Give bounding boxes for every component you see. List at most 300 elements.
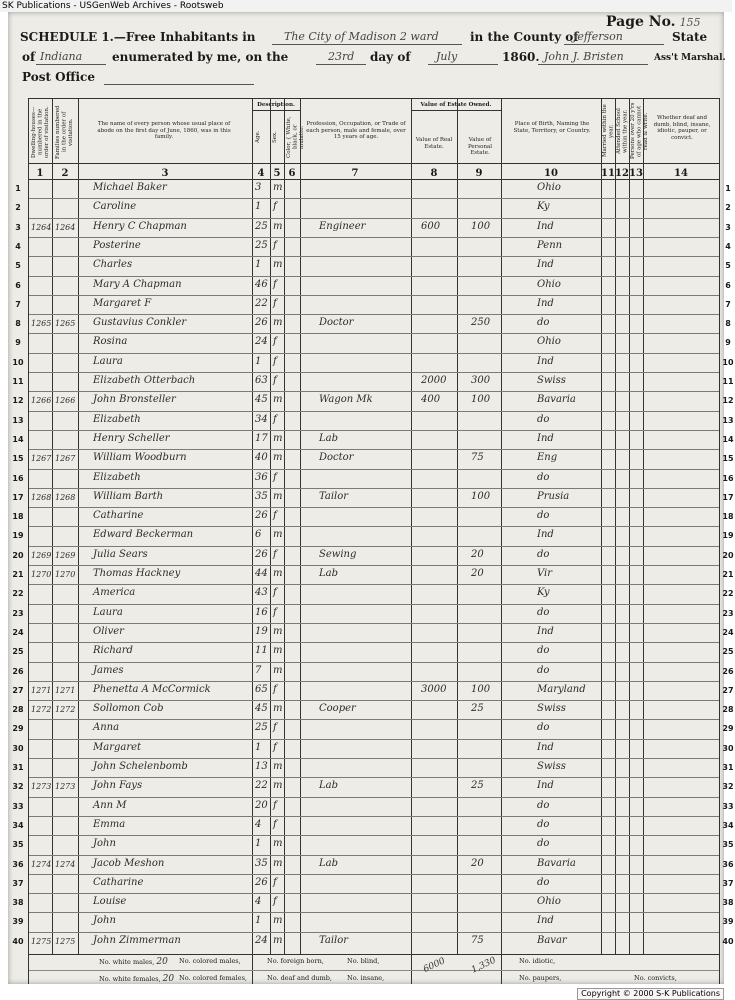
dwelling-number: 1274	[31, 859, 52, 869]
line-number: 7	[725, 299, 731, 309]
person-age: 44	[255, 568, 268, 579]
person-age: 24	[255, 336, 268, 348]
dwelling-number: 1275	[31, 936, 52, 946]
person-name: Henry C Chapman	[93, 220, 187, 232]
person-age: 35	[255, 490, 268, 502]
person-name: Elizabeth	[93, 413, 141, 425]
line-number: 24	[12, 627, 24, 637]
person-age: 17	[255, 432, 268, 444]
personal-estate-total: 1,330	[470, 955, 498, 976]
person-occupation: Tailor	[319, 934, 349, 946]
person-age: 26	[255, 548, 268, 560]
line-number: 31	[12, 763, 24, 772]
county-name: Jefferson	[573, 30, 623, 43]
census-table	[12, 98, 734, 955]
family-number: 1266	[55, 396, 76, 406]
birthplace: Ohio	[537, 896, 561, 908]
birthplace: Ky	[537, 201, 550, 213]
birthplace: do	[537, 799, 550, 811]
census-row	[29, 719, 719, 738]
column-number: 4	[257, 168, 265, 179]
person-sex: f	[273, 799, 277, 811]
person-occupation: Tailor	[319, 490, 349, 502]
line-number: 6	[15, 280, 21, 290]
marshal-name: John J. Bristen	[544, 50, 624, 63]
person-age: 20	[255, 799, 268, 811]
person-age: 22	[255, 297, 268, 309]
birthplace: do	[537, 548, 550, 560]
census-row	[29, 604, 719, 623]
line-number: 39	[722, 917, 734, 927]
personal-estate-value: 100	[471, 683, 491, 695]
family-number: 1270	[55, 570, 76, 579]
person-name: Rosina	[93, 336, 128, 348]
census-row	[29, 430, 719, 449]
person-sex: f	[273, 683, 277, 695]
person-age: 45	[255, 703, 268, 715]
line-number: 32	[722, 782, 734, 792]
person-age: 35	[255, 857, 268, 869]
line-number: 5	[725, 261, 731, 271]
birthplace: Maryland	[537, 683, 586, 695]
census-row	[29, 642, 719, 661]
birthplace: Ind	[537, 780, 554, 792]
census-row	[29, 681, 719, 700]
family-number: 1274	[55, 859, 76, 869]
person-sex: f	[273, 375, 277, 386]
line-number: 21	[722, 570, 734, 579]
line-number: 33	[12, 801, 24, 811]
column-number: 8	[430, 168, 438, 179]
census-row	[29, 700, 719, 719]
real-estate-value: 600	[421, 220, 441, 232]
person-age: 46	[255, 278, 268, 290]
line-number: 25	[12, 647, 24, 657]
census-row	[29, 816, 719, 835]
person-name: Margaret F	[93, 297, 152, 309]
line-number: 16	[722, 473, 734, 483]
person-age: 36	[255, 471, 268, 483]
line-number: 11	[12, 377, 24, 386]
person-sex: m	[273, 452, 283, 464]
line-number: 19	[12, 531, 24, 541]
colored-females: No. colored females,	[179, 974, 247, 982]
line-number: 38	[722, 898, 734, 908]
census-row	[29, 874, 719, 893]
line-number: 23	[12, 608, 24, 618]
person-age: 45	[255, 394, 268, 406]
person-name: John	[93, 915, 116, 927]
line-number: 3	[725, 222, 731, 232]
line-number: 21	[12, 570, 24, 579]
person-name: Catharine	[93, 876, 144, 888]
person-name: Ann M	[93, 799, 127, 811]
family-number: 1271	[55, 685, 76, 695]
deaf-dumb-count: No. deaf and dumb,	[267, 974, 332, 982]
person-sex: f	[273, 722, 277, 734]
person-sex: m	[273, 780, 283, 792]
line-number: 35	[722, 840, 734, 850]
personal-estate-value: 20	[471, 548, 484, 560]
line-number: 6	[725, 280, 731, 290]
census-row	[29, 855, 719, 874]
birthplace: Bavaria	[537, 857, 576, 869]
line-number: 18	[12, 512, 24, 522]
person-name: Henry Scheller	[93, 432, 170, 444]
birthplace: Ind	[537, 432, 554, 444]
person-sex: f	[273, 278, 277, 290]
person-sex: m	[273, 259, 283, 271]
person-age: 6	[255, 529, 262, 541]
dwelling-number: 1270	[31, 570, 52, 579]
person-age: 3	[255, 182, 262, 193]
col-married-heading: Married within the year.	[602, 104, 615, 158]
white-females: No. white females, 20	[99, 974, 175, 984]
line-number: 38	[12, 898, 24, 908]
personal-estate-value: 250	[471, 317, 491, 329]
person-occupation: Lab	[319, 780, 339, 792]
dwelling-number: 1268	[31, 492, 52, 502]
person-occupation: Lab	[319, 857, 339, 869]
line-number: 13	[722, 415, 734, 425]
birthplace: Ind	[537, 915, 554, 927]
column-number: 13	[629, 168, 643, 179]
family-number: 1268	[55, 492, 76, 502]
person-sex: f	[273, 239, 277, 251]
page-number-label: Page No.	[606, 14, 676, 30]
line-number: 1	[15, 184, 21, 193]
census-row	[29, 256, 719, 275]
person-sex: m	[273, 317, 283, 329]
col-occupation-heading: Profession, Occupation, or Trade of each person, male and female, over 15 years of age.	[306, 121, 406, 140]
person-occupation: Lab	[319, 568, 339, 579]
person-name: Posterine	[93, 239, 141, 251]
person-name: Michael Baker	[93, 182, 167, 193]
person-occupation: Doctor	[319, 317, 354, 329]
person-occupation: Cooper	[319, 703, 356, 715]
person-name: Gustavius Conkler	[93, 317, 187, 329]
person-sex: f	[273, 587, 277, 599]
birthplace: Eng	[537, 452, 558, 464]
person-sex: m	[273, 934, 283, 946]
person-sex: f	[273, 413, 277, 425]
birthplace: Ohio	[537, 278, 561, 290]
line-number: 40	[12, 936, 24, 946]
line-number: 26	[722, 666, 734, 676]
census-page-scan	[8, 12, 734, 984]
line-number: 39	[12, 917, 24, 927]
person-name: Louise	[93, 896, 127, 908]
person-age: 13	[255, 761, 268, 772]
person-sex: f	[273, 510, 277, 522]
person-name: Elizabeth	[93, 471, 141, 483]
census-row	[29, 546, 719, 565]
col-personal-estate-heading: Value of Personal Estate.	[467, 137, 493, 156]
census-row	[29, 391, 719, 410]
person-age: 4	[255, 818, 262, 830]
line-number: 10	[12, 357, 24, 367]
census-row	[29, 411, 719, 430]
person-sex: m	[273, 490, 283, 502]
enumeration-year: 1860.	[502, 50, 540, 64]
personal-estate-value: 75	[471, 934, 484, 946]
birthplace: Swiss	[537, 703, 566, 715]
schedule-title: SCHEDULE 1.—Free Inhabitants in	[20, 30, 256, 44]
line-number: 37	[722, 878, 734, 888]
enumerated-label: enumerated by me, on the	[112, 50, 289, 64]
person-sex: f	[273, 201, 277, 213]
blind-count: No. blind,	[347, 957, 380, 965]
line-number: 10	[722, 357, 734, 367]
person-sex: f	[273, 896, 277, 908]
person-occupation: Engineer	[319, 220, 366, 232]
column-number: 1	[36, 168, 44, 179]
line-number: 25	[722, 647, 734, 657]
dwelling-number: 1264	[31, 222, 52, 232]
dwelling-number: 1273	[31, 782, 52, 792]
person-age: 1	[255, 201, 262, 213]
birthplace: Bavar	[537, 934, 567, 946]
real-estate-value: 2000	[421, 375, 447, 386]
census-row	[29, 662, 719, 681]
family-number: 1269	[55, 550, 76, 560]
census-row	[29, 237, 719, 256]
line-number: 32	[12, 782, 24, 792]
birthplace: do	[537, 317, 550, 329]
person-sex: m	[273, 432, 283, 444]
person-age: 16	[255, 606, 268, 618]
line-number: 36	[12, 859, 24, 869]
line-number: 34	[12, 820, 24, 830]
real-estate-value: 3000	[421, 683, 447, 695]
person-age: 26	[255, 876, 268, 888]
personal-estate-value: 100	[471, 220, 491, 232]
line-number: 12	[12, 396, 24, 406]
person-name: Jacob Meshon	[93, 857, 165, 869]
census-row	[29, 179, 719, 198]
line-number: 27	[722, 685, 734, 695]
census-row	[29, 353, 719, 372]
line-number: 19	[722, 531, 734, 541]
family-number: 1264	[55, 222, 76, 232]
birthplace: do	[537, 722, 550, 734]
person-name: Mary A Chapman	[93, 278, 182, 290]
insane-count: No. insane,	[347, 974, 385, 982]
personal-estate-value: 100	[471, 490, 491, 502]
person-name: Laura	[93, 606, 123, 618]
day-of-label: day of	[370, 50, 411, 64]
person-occupation: Wagon Mk	[319, 394, 373, 406]
line-number: 4	[725, 241, 731, 251]
foreign-born: No. foreign born,	[267, 957, 324, 965]
person-sex: f	[273, 818, 277, 830]
person-age: 1	[255, 915, 262, 927]
description-heading: Description.	[257, 102, 295, 108]
census-row	[29, 835, 719, 854]
line-number: 30	[722, 743, 734, 753]
birthplace: do	[537, 876, 550, 888]
person-name: Emma	[93, 818, 126, 830]
column-number: 12	[615, 168, 629, 179]
census-row	[29, 797, 719, 816]
family-number: 1273	[55, 782, 76, 792]
person-name: Phenetta A McCormick	[93, 683, 211, 695]
line-number: 8	[725, 319, 731, 329]
person-sex: f	[273, 471, 277, 483]
line-number: 16	[12, 473, 24, 483]
census-row	[29, 912, 719, 931]
person-sex: m	[273, 529, 283, 541]
county-label: in the County of	[470, 30, 579, 44]
real-estate-value: 400	[421, 394, 441, 406]
dwelling-number: 1266	[31, 396, 52, 406]
family-number: 1267	[55, 454, 76, 464]
col-real-estate-heading: Value of Real Estate.	[415, 137, 453, 150]
line-number: 17	[12, 492, 24, 502]
person-age: 40	[255, 452, 268, 464]
person-sex: m	[273, 915, 283, 927]
person-sex: f	[273, 876, 277, 888]
estate-heading: Value of Estate Owned.	[420, 102, 492, 108]
personal-estate-value: 25	[471, 780, 484, 792]
birthplace: do	[537, 413, 550, 425]
line-number: 13	[12, 415, 24, 425]
birthplace: Ind	[537, 625, 554, 637]
birthplace: Ind	[537, 259, 554, 271]
col-condition-heading: Whether deaf and dumb, blind, insane, idiotic, pauper, or convict.	[653, 115, 711, 141]
birthplace: Ohio	[537, 182, 561, 193]
column-number: 6	[288, 168, 296, 179]
copyright-notice: Copyright © 2000 S-K Publications	[577, 988, 724, 1000]
census-row	[29, 758, 719, 777]
personal-estate-value: 75	[471, 452, 484, 464]
marshal-label: Ass't Marshal.	[654, 53, 726, 63]
dwelling-number: 1265	[31, 319, 52, 329]
personal-estate-value: 100	[471, 394, 491, 406]
person-age: 43	[255, 587, 268, 599]
line-number: 12	[722, 396, 734, 406]
census-row	[29, 333, 719, 352]
dwelling-number: 1267	[31, 454, 52, 464]
person-sex: f	[273, 741, 277, 753]
line-number: 17	[722, 492, 734, 502]
line-number: 15	[722, 454, 734, 464]
person-name: Julia Sears	[93, 548, 148, 560]
page-number	[606, 14, 701, 30]
col-sex-heading: Sex.	[272, 131, 278, 143]
birthplace: do	[537, 838, 550, 850]
person-age: 1	[255, 741, 262, 753]
census-row	[29, 372, 719, 391]
person-sex: m	[273, 703, 283, 715]
census-row	[29, 932, 719, 951]
person-name: John Fays	[93, 780, 143, 792]
person-age: 25	[255, 239, 268, 251]
of-label: of	[22, 50, 36, 64]
person-name: Sollomon Cob	[93, 703, 164, 715]
line-number: 2	[725, 203, 731, 213]
person-age: 1	[255, 355, 262, 367]
line-number: 27	[12, 685, 24, 695]
line-number: 22	[12, 589, 24, 599]
birthplace: Ind	[537, 355, 554, 367]
person-age: 4	[255, 896, 262, 908]
col-family-heading: Families numbered in the order of visitation.	[55, 105, 74, 159]
col-name-heading: The name of every person whose usual place of abode on the first day of June, 1860, was in this family.	[97, 121, 231, 140]
person-sex: f	[273, 297, 277, 309]
line-number: 26	[12, 666, 24, 676]
person-age: 25	[255, 220, 268, 232]
person-sex: f	[273, 606, 277, 618]
paupers-count: No. paupers,	[519, 974, 562, 982]
census-row	[29, 893, 719, 912]
colored-males: No. colored males,	[179, 957, 241, 965]
person-sex: m	[273, 761, 283, 772]
person-sex: f	[273, 548, 277, 560]
column-number: 5	[273, 168, 281, 179]
line-number: 20	[722, 550, 734, 560]
person-age: 22	[255, 780, 268, 792]
col-illiterate-heading: Persons over 20 y'rs of age who cannot read & write.	[630, 102, 649, 160]
person-name: America	[93, 587, 136, 599]
birthplace: Ind	[537, 297, 554, 309]
line-number: 30	[12, 743, 24, 753]
line-number: 33	[722, 801, 734, 811]
person-name: Laura	[93, 355, 123, 367]
person-sex: m	[273, 182, 283, 193]
line-number: 36	[722, 859, 734, 869]
person-sex: f	[273, 336, 277, 348]
window-title-bar: SK Publications - USGenWeb Archives - Rootsweb	[0, 0, 732, 12]
person-occupation: Doctor	[319, 452, 354, 464]
person-sex: m	[273, 857, 283, 869]
birthplace: Swiss	[537, 375, 566, 386]
state-label: State	[672, 30, 708, 44]
person-sex: m	[273, 664, 283, 676]
line-number: 15	[12, 454, 24, 464]
personal-estate-value: 25	[471, 703, 484, 715]
convicts-count: No. convicts,	[634, 974, 677, 982]
line-number: 14	[12, 434, 24, 444]
line-number: 22	[722, 589, 734, 599]
line-number: 14	[722, 434, 734, 444]
person-name: James	[93, 664, 124, 676]
dwelling-number: 1269	[31, 550, 52, 560]
line-number: 37	[12, 878, 24, 888]
line-number: 28	[12, 705, 24, 715]
birthplace: Ky	[537, 587, 550, 599]
person-age: 11	[255, 645, 268, 657]
real-estate-total: 6000	[421, 956, 447, 975]
family-number: 1272	[55, 705, 76, 715]
person-name: Charles	[93, 259, 133, 271]
enumeration-month: July	[436, 50, 458, 63]
column-number: 9	[475, 168, 483, 179]
birthplace: do	[537, 510, 550, 522]
birthplace: Ohio	[537, 336, 561, 348]
census-row	[29, 198, 719, 217]
line-number: 3	[15, 222, 21, 232]
birthplace: do	[537, 664, 550, 676]
person-name: John Schelenbomb	[93, 761, 188, 772]
column-number: 11	[601, 168, 615, 179]
person-name: Catharine	[93, 510, 144, 522]
line-number: 9	[725, 338, 731, 348]
family-number: 1275	[55, 936, 76, 946]
col-color-heading: Color, { White, black, or mulatto.	[286, 116, 305, 158]
person-sex: m	[273, 838, 283, 850]
person-name: Edward Beckerman	[93, 529, 194, 541]
